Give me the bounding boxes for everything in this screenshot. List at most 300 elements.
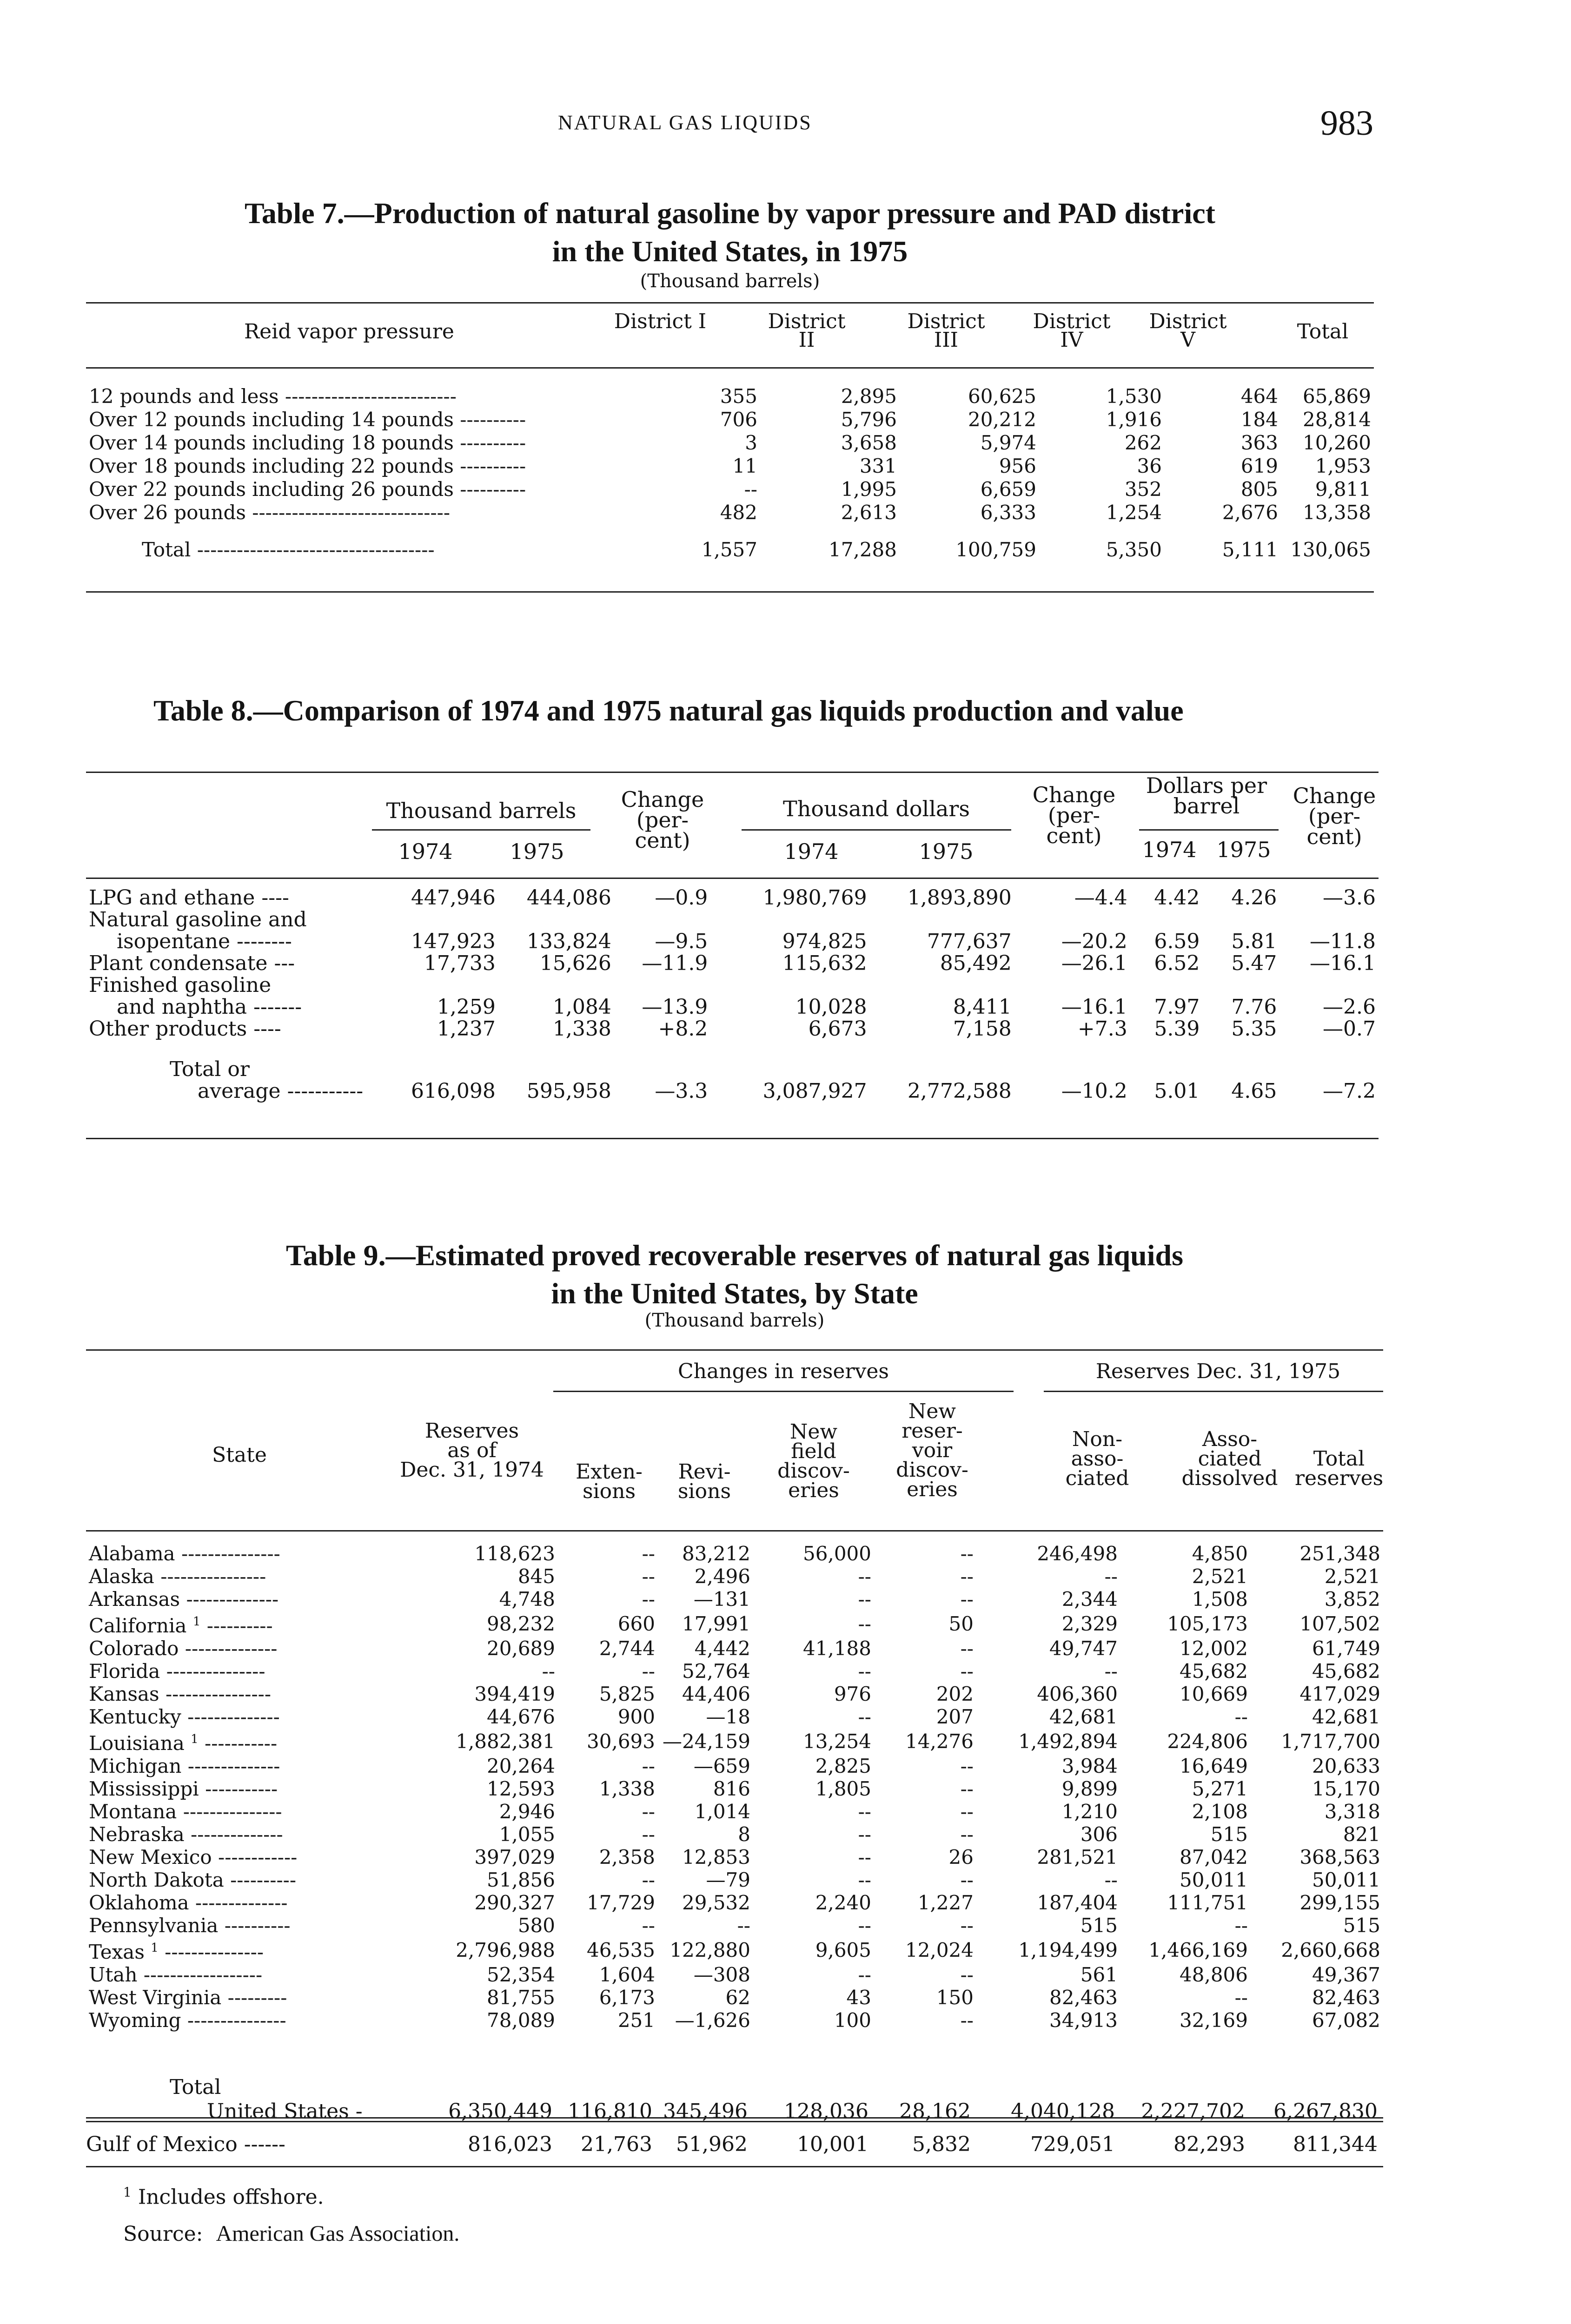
cell: 1,194,499	[1018, 1938, 1118, 1961]
cell: --	[960, 1963, 974, 1986]
cell: —13.9	[642, 995, 708, 1019]
cell: --	[858, 1612, 871, 1635]
row-label: New Mexico ------------	[89, 1845, 298, 1868]
row-label: Michigan --------------	[89, 1754, 280, 1777]
cell: +8.2	[658, 1017, 708, 1041]
cell: 8,411	[953, 995, 1012, 1019]
cell: 46,535	[587, 1938, 655, 1961]
cell: 41,188	[803, 1637, 871, 1660]
cell: —18	[706, 1705, 750, 1728]
cell: 706	[720, 408, 757, 431]
cell: 368,563	[1299, 1845, 1380, 1868]
page-number: 983	[1320, 104, 1373, 143]
t9-col-new-reservoir: New reser- voir discov- eries	[896, 1400, 968, 1501]
t8-col-dollars-per-barrel: Dollars per barrel	[1146, 773, 1267, 819]
cell: --	[960, 1542, 974, 1565]
cell: 6.59	[1154, 930, 1200, 953]
table-row	[86, 1777, 1383, 1800]
cell: --	[1104, 1565, 1118, 1588]
cell: 28,162	[899, 2100, 971, 2123]
cell: 147,923	[411, 930, 496, 953]
cell: —308	[693, 1963, 750, 1986]
table9	[86, 1542, 1383, 2032]
cell: 1,492,894	[1018, 1730, 1118, 1753]
cell: --	[642, 1659, 655, 1683]
table-row	[86, 431, 1374, 455]
table-row	[86, 1637, 1383, 1660]
t8-col-change2: Change (per- cent)	[1032, 782, 1116, 848]
cell: 900	[617, 1705, 655, 1728]
cell: 10,028	[795, 995, 867, 1019]
t9-col-new-field: New field discov- eries	[777, 1420, 850, 1502]
cell: 36	[1137, 455, 1162, 477]
cell: 82,463	[1049, 1986, 1118, 2009]
table8-title: Table 8.—Comparison of 1974 and 1975 natural gas liquids production and value	[153, 694, 1184, 727]
t8-col-change3: Change (per- cent)	[1293, 783, 1376, 849]
cell: 184	[1240, 408, 1278, 431]
cell: 4,040,128	[1011, 2100, 1115, 2123]
table-row	[86, 1542, 1383, 1565]
cell: 262	[1124, 431, 1162, 454]
t7-col-d1: District I	[614, 310, 707, 333]
cell: 660	[617, 1612, 655, 1635]
cell: 2,358	[599, 1845, 655, 1868]
cell: 1,557	[701, 538, 757, 561]
cell: 974,825	[782, 930, 867, 953]
cell: 81,755	[487, 1986, 555, 2009]
table8-header	[86, 775, 1379, 868]
t7-col-d4: District IV	[1033, 310, 1111, 352]
row-label: California $^1$ ----------	[89, 1614, 273, 1637]
cell: 1,084	[552, 995, 611, 1019]
cell: 44,676	[487, 1705, 555, 1728]
cell: 17,991	[682, 1612, 750, 1635]
cell: 13,254	[803, 1730, 871, 1753]
cell: 3,852	[1324, 1587, 1380, 1611]
t8-year-1975c: 1975	[1216, 837, 1271, 862]
cell: 9,605	[815, 1938, 871, 1961]
cell: 355	[720, 385, 757, 408]
cell: --	[642, 1800, 655, 1823]
cell: 12,593	[487, 1777, 555, 1800]
cell: 2,895	[841, 385, 897, 408]
cell: —4.4	[1074, 886, 1127, 910]
cell: 2,676	[1222, 501, 1278, 524]
cell: 1,604	[599, 1963, 655, 1986]
row-label: Total ------------------------------------	[142, 538, 435, 561]
cell: --	[642, 1754, 655, 1777]
t9-col-associated: Asso- ciated dissolved	[1181, 1427, 1278, 1490]
cell: 331	[859, 455, 897, 477]
table-row	[86, 1914, 1383, 1937]
cell: 1,055	[499, 1822, 555, 1846]
cell: 616,098	[411, 1079, 496, 1103]
cell: 251	[617, 2008, 655, 2032]
cell: 5,825	[599, 1682, 655, 1705]
cell: 2,796,988	[456, 1938, 555, 1961]
row-label: Kansas ----------------	[89, 1682, 272, 1705]
row-label: Other products ----	[89, 1017, 281, 1041]
t8-col-thousand-barrels: Thousand barrels	[386, 798, 577, 823]
cell: 128,036	[784, 2100, 868, 2123]
row-label: Pennsylvania ----------	[89, 1914, 291, 1937]
cell: —16.1	[1061, 995, 1127, 1019]
cell: --	[858, 1587, 871, 1611]
cell: --	[858, 1705, 871, 1728]
cell: --	[642, 1587, 655, 1611]
t8-year-1975: 1975	[510, 839, 564, 864]
cell: 1,227	[917, 1891, 974, 1914]
cell: 17,288	[829, 538, 897, 561]
cell: —0.9	[655, 886, 708, 910]
cell: 2,344	[1061, 1587, 1118, 1611]
cell: 17,729	[587, 1891, 655, 1914]
cell: --	[960, 1659, 974, 1683]
table7-bottom-rule	[86, 591, 1374, 593]
cell: 60,625	[968, 385, 1036, 408]
cell: 107,502	[1299, 1612, 1380, 1635]
cell: 6,333	[980, 501, 1036, 524]
cell: 45,682	[1180, 1659, 1248, 1683]
cell: 1,717,700	[1281, 1730, 1380, 1753]
cell: 811,344	[1293, 2133, 1378, 2156]
table8-header-rule	[86, 878, 1379, 879]
row-label: West Virginia ---------	[89, 1986, 287, 2009]
cell: --	[542, 1659, 555, 1683]
t9-gulf-row: Gulf of Mexico ------ 816,023 21,763 51,962 10,001 5,832 729,051 82,293 811,344	[86, 2133, 1378, 2156]
cell: —26.1	[1061, 951, 1127, 975]
cell: 290,327	[474, 1891, 555, 1914]
cell: 2,521	[1324, 1565, 1380, 1588]
cell: 187,404	[1037, 1891, 1118, 1914]
cell: --	[642, 1914, 655, 1937]
row-label: Nebraska --------------	[89, 1822, 283, 1846]
cell: --	[1104, 1868, 1118, 1891]
cell: 1,508	[1192, 1587, 1248, 1611]
table9-title: Table 9.—Estimated proved recoverable reserves of natural gas liquids in the United States, by State	[285, 1239, 1184, 1310]
table-row	[86, 952, 1379, 974]
cell: 49,367	[1312, 1963, 1380, 1986]
cell: 4,442	[694, 1637, 750, 1660]
table-row	[86, 1018, 1379, 1040]
cell: 26	[948, 1845, 974, 1868]
cell: 515	[1080, 1914, 1118, 1937]
cell: 6,673	[808, 1017, 867, 1041]
cell: 100	[834, 2008, 871, 2032]
cell: 2,825	[815, 1754, 871, 1777]
cell: --	[960, 1587, 974, 1611]
cell: --	[960, 1800, 974, 1823]
t7-col-d2: District II	[768, 310, 846, 352]
row-label: Oklahoma --------------	[89, 1891, 288, 1914]
cell: 5.47	[1231, 951, 1277, 975]
t9-total-row: Total United States - 6,350,449 116,810 345,496 128,036 28,162 4,040,128 2,227,702 6,267,830	[170, 2075, 1378, 2123]
cell: —16.1	[1310, 951, 1376, 975]
cell: 5,832	[912, 2133, 971, 2156]
row-label: Arkansas --------------	[89, 1587, 279, 1611]
table-row	[86, 1611, 1383, 1637]
table-row	[86, 1963, 1383, 1986]
table-row	[86, 478, 1374, 501]
cell: 150	[936, 1986, 974, 2009]
cell: 482	[720, 501, 757, 524]
cell: 7.97	[1154, 995, 1200, 1019]
cell: 306	[1080, 1822, 1118, 1846]
cell: 251,348	[1299, 1542, 1380, 1565]
cell: 595,958	[526, 1079, 611, 1103]
cell: —11.9	[642, 951, 708, 975]
cell: 7,158	[953, 1017, 1012, 1041]
table-row	[86, 1588, 1383, 1611]
cell: --	[858, 1845, 871, 1868]
table-row	[86, 1986, 1383, 2009]
cell: 394,419	[474, 1682, 555, 1705]
row-label: Over 26 pounds ------------------------------	[89, 501, 451, 524]
t7-col-vapor: Reid vapor pressure	[244, 320, 454, 343]
cell: 12,002	[1180, 1637, 1248, 1660]
cell: 281,521	[1037, 1845, 1118, 1868]
cell: 8	[738, 1822, 750, 1846]
cell: —3.3	[655, 1079, 708, 1103]
cell: --	[642, 1565, 655, 1588]
t8-year-1975b: 1975	[919, 839, 974, 864]
cell: 29,532	[682, 1891, 750, 1914]
cell: --	[960, 1565, 974, 1588]
cell: 56,000	[803, 1542, 871, 1565]
cell: --	[858, 1659, 871, 1683]
cell: 202	[936, 1682, 974, 1705]
row-label: Colorado --------------	[89, 1637, 278, 1660]
table-row	[86, 887, 1379, 909]
table-row	[86, 1683, 1383, 1705]
cell: 61,749	[1312, 1637, 1380, 1660]
row-label: Texas $^1$ ---------------	[89, 1941, 264, 1963]
cell: 2,521	[1192, 1565, 1248, 1588]
table9-header	[86, 1353, 1383, 1529]
cell: --	[744, 478, 757, 501]
cell: 816,023	[468, 2133, 552, 2156]
table-total-row	[86, 1058, 1379, 1102]
t9-col-total: Total reserves	[1295, 1447, 1384, 1490]
table-row	[86, 385, 1374, 408]
cell: 30,693	[587, 1730, 655, 1753]
row-label: Over 18 pounds including 22 pounds ----------	[89, 455, 526, 477]
cell: 9,811	[1315, 478, 1371, 501]
cell: 397,029	[474, 1845, 555, 1868]
cell: 3	[745, 431, 757, 454]
cell: 5,796	[841, 408, 897, 431]
cell: 444,086	[526, 886, 611, 910]
cell: 20,212	[968, 408, 1036, 431]
cell: 20,689	[487, 1637, 555, 1660]
table9-footnote: $^1$ Includes offshore.	[123, 2185, 324, 2209]
t9-col-state: State	[212, 1443, 267, 1467]
cell: —10.2	[1061, 1079, 1127, 1103]
table-row	[86, 1800, 1383, 1823]
cell: —20.2	[1061, 930, 1127, 953]
table7-header	[86, 312, 1374, 350]
cell: 13,358	[1303, 501, 1371, 524]
cell: 5.01	[1154, 1079, 1200, 1103]
cell: 2,946	[499, 1800, 555, 1823]
cell: +7.3	[1077, 1017, 1127, 1041]
table-row	[86, 1823, 1383, 1846]
table-row	[86, 1937, 1383, 1963]
cell: 7.76	[1231, 995, 1277, 1019]
cell: 4.26	[1231, 886, 1277, 910]
t8-year-1974b: 1974	[784, 839, 839, 864]
table-row	[86, 1705, 1383, 1728]
cell: 67,082	[1312, 2008, 1380, 2032]
cell: 6,659	[980, 478, 1036, 501]
cell: --	[858, 1963, 871, 1986]
cell: 51,856	[487, 1868, 555, 1891]
cell: --	[858, 1800, 871, 1823]
cell: 52,354	[487, 1963, 555, 1986]
cell: 2,772,588	[907, 1079, 1012, 1103]
cell: 956	[999, 455, 1036, 477]
cell: 20,264	[487, 1754, 555, 1777]
row-label: Finished gasoline and naphtha -------	[89, 973, 302, 1019]
cell: --	[642, 1542, 655, 1565]
cell: 85,492	[940, 951, 1012, 975]
table-row	[86, 408, 1374, 431]
cell: —79	[706, 1868, 750, 1891]
t7-col-total: Total	[1297, 320, 1349, 343]
row-label: Over 22 pounds including 26 pounds ----------	[89, 478, 526, 501]
cell: 14,276	[905, 1730, 974, 1753]
cell: 82,463	[1312, 1986, 1380, 2009]
cell: --	[1234, 1914, 1248, 1937]
t9-group-changes: Changes in reserves	[678, 1360, 889, 1383]
cell: 224,806	[1167, 1730, 1248, 1753]
row-label: Natural gasoline and isopentane --------	[89, 908, 307, 953]
row-label: Over 12 pounds including 14 pounds ----------	[89, 408, 526, 431]
cell: —7.2	[1323, 1079, 1376, 1103]
cell: --	[1104, 1659, 1118, 1683]
cell: --	[1234, 1705, 1248, 1728]
cell: 32,169	[1180, 2008, 1248, 2032]
cell: 100,759	[955, 538, 1036, 561]
cell: 2,660,668	[1281, 1938, 1380, 1961]
cell: 44,406	[682, 1682, 750, 1705]
cell: 406,360	[1037, 1682, 1118, 1705]
cell: 48,806	[1180, 1963, 1248, 1986]
cell: 87,042	[1180, 1845, 1248, 1868]
table-row	[86, 1728, 1383, 1755]
table8-bottom-rule	[86, 1138, 1379, 1139]
table-row	[86, 1891, 1383, 1914]
table-row	[86, 1565, 1383, 1588]
cell: 845	[517, 1565, 555, 1588]
cell: 1,916	[1106, 408, 1162, 431]
cell: 345,496	[663, 2100, 748, 2123]
table7	[86, 385, 1374, 561]
table7-header-rule	[86, 367, 1374, 369]
t7-col-d3: District III	[907, 310, 985, 352]
t8-col-change1: Change (per- cent)	[621, 787, 704, 853]
cell: 805	[1240, 478, 1278, 501]
cell: 12,853	[682, 1845, 750, 1868]
cell: 115,632	[782, 951, 867, 975]
cell: 4.42	[1154, 886, 1200, 910]
cell: 580	[517, 1914, 555, 1937]
row-label: Plant condensate ---	[89, 951, 295, 975]
table-row	[86, 501, 1374, 524]
t8-year-1974c: 1974	[1142, 837, 1197, 862]
cell: 4.65	[1231, 1079, 1277, 1103]
running-title: NATURAL GAS LIQUIDS	[558, 111, 812, 134]
t9-col-reserves-1974: Reserves as of Dec. 31, 1974	[400, 1419, 544, 1482]
cell: 246,498	[1037, 1542, 1118, 1565]
cell: 52,764	[682, 1659, 750, 1683]
cell: 45,682	[1312, 1659, 1380, 1683]
cell: —659	[693, 1754, 750, 1777]
cell: 1,980,769	[762, 886, 867, 910]
cell: 2,613	[841, 501, 897, 524]
cell: 5.81	[1231, 930, 1277, 953]
table7-title: Table 7.—Production of natural gasoline by vapor pressure and PAD district in the United States, in 1975	[245, 197, 1215, 268]
t7-col-d5: District V	[1149, 310, 1227, 352]
cell: 9,899	[1061, 1777, 1118, 1800]
cell: --	[1234, 1986, 1248, 2009]
row-label: Wyoming ---------------	[89, 2008, 286, 2032]
cell: 116,810	[568, 2100, 652, 2123]
cell: --	[642, 1822, 655, 1846]
table-row	[86, 2009, 1383, 2032]
cell: —1,626	[675, 2008, 750, 2032]
cell: 34,913	[1049, 2008, 1118, 2032]
cell: 43	[846, 1986, 871, 2009]
cell: --	[960, 1754, 974, 1777]
cell: --	[960, 1822, 974, 1846]
row-label: Alabama ---------------	[89, 1542, 280, 1565]
cell: 49,747	[1049, 1637, 1118, 1660]
cell: --	[642, 1868, 655, 1891]
cell: —24,159	[663, 1730, 750, 1753]
t8-col-thousand-dollars: Thousand dollars	[783, 796, 970, 821]
cell: 1,995	[841, 478, 897, 501]
cell: 4,850	[1192, 1542, 1248, 1565]
t9-col-extensions: Exten- sions	[576, 1460, 643, 1503]
cell: 2,108	[1192, 1800, 1248, 1823]
cell: --	[737, 1914, 750, 1937]
cell: 6,350,449	[448, 2100, 552, 2123]
table-total-row	[86, 538, 1374, 561]
t9-total-label: United States -	[207, 2100, 363, 2123]
cell: 1,210	[1061, 1800, 1118, 1823]
cell: 299,155	[1299, 1891, 1380, 1914]
cell: 6,267,830	[1273, 2100, 1378, 2123]
cell: 1,953	[1315, 455, 1371, 477]
t9-col-nonassociated: Non- asso- ciated	[1065, 1427, 1129, 1490]
cell: 111,751	[1167, 1891, 1248, 1914]
cell: 78,089	[487, 2008, 555, 2032]
cell: 105,173	[1167, 1612, 1248, 1635]
cell: —3.6	[1323, 886, 1376, 910]
cell: 5,271	[1192, 1777, 1248, 1800]
cell: 10,260	[1303, 431, 1371, 454]
cell: --	[960, 1914, 974, 1937]
cell: 10,001	[797, 2133, 868, 2156]
cell: 3,658	[841, 431, 897, 454]
cell: 15,626	[539, 951, 611, 975]
cell: 118,623	[474, 1542, 555, 1565]
cell: —2.6	[1323, 995, 1376, 1019]
cell: —9.5	[655, 930, 708, 953]
cell: 15,170	[1312, 1777, 1380, 1800]
cell: 363	[1240, 431, 1278, 454]
